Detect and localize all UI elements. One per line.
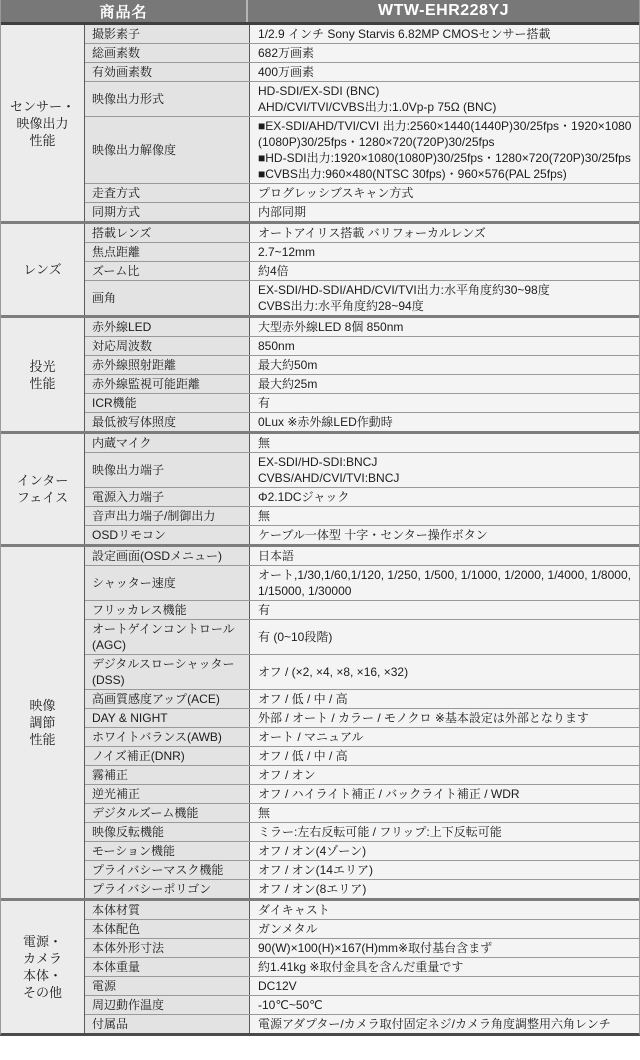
group-label-line: インター [16, 473, 69, 488]
spec-label: 有効画素数 [85, 63, 250, 81]
spec-row [85, 600, 639, 619]
spec-row [85, 487, 639, 506]
spec-value [250, 804, 639, 822]
spec-value-line: 外部 / オート / カラー / モノクロ ※基本設定は外部となります [258, 711, 589, 725]
spec-label: 赤外線照射距離 [85, 356, 250, 374]
spec-value [250, 709, 639, 727]
section-rows [85, 25, 639, 221]
spec-label: 映像反転機能 [85, 823, 250, 841]
group-label [1, 25, 85, 221]
spec-label: デジタルスローシャッター(DSS) [85, 655, 250, 689]
spec-label: 霧補正 [85, 766, 250, 784]
spec-value [250, 25, 639, 43]
group-label-line: センサー・ [9, 98, 75, 114]
spec-label: プライバシーマスク機能 [85, 861, 250, 879]
spec-value-line: オフ / ハイライト補正 / バックライト補正 / WDR [258, 787, 520, 801]
spec-label: シャッター速度 [85, 566, 250, 600]
spec-section [1, 221, 639, 315]
spec-row [85, 803, 639, 822]
spec-value-line: オフ / 低 / 中 / 高 [258, 749, 348, 763]
spec-row [85, 183, 639, 202]
spec-value [250, 453, 639, 487]
spec-label: 総画素数 [85, 44, 250, 62]
spec-section [1, 25, 639, 221]
spec-row [85, 957, 639, 976]
spec-label: 映像出力形式 [85, 82, 250, 116]
spec-label: 本体配色 [85, 920, 250, 938]
spec-value-line: EX-SDI/HD-SDI/AHD/CVI/TVI出力:水平角度約30~98度 [258, 283, 550, 297]
spec-value [250, 117, 639, 183]
group-label-line: 性能 [29, 732, 56, 747]
spec-row [85, 81, 639, 116]
spec-value-line: DC12V [258, 979, 297, 993]
group-label [1, 901, 85, 1033]
spec-value-line: 大型赤外線LED 8個 850nm [258, 320, 404, 334]
spec-value-line: 日本語 [258, 549, 295, 563]
group-label-line: 性能 [29, 375, 56, 391]
spec-label: 本体重量 [85, 958, 250, 976]
spec-value-line: オートアイリス搭載 バリフォーカルレンズ [258, 226, 486, 240]
spec-row [85, 841, 639, 860]
spec-row [85, 525, 639, 544]
spec-row [85, 727, 639, 746]
spec-row [85, 689, 639, 708]
spec-value [250, 394, 639, 412]
spec-value-line: CVBS/AHD/CVI/TVI:BNCJ [258, 471, 400, 485]
spec-row [85, 938, 639, 957]
spec-label: DAY & NIGHT [85, 709, 250, 727]
spec-value-line: Φ2.1DCジャック [258, 490, 350, 504]
model-number-header: WTW-EHR228YJ [377, 2, 510, 19]
spec-value [250, 44, 639, 62]
group-label-line: 映像 [29, 698, 56, 713]
spec-label: 映像出力解像度 [85, 117, 250, 183]
spec-value-line: オート / マニュアル [258, 730, 364, 744]
spec-row [85, 116, 639, 183]
spec-table-body [1, 25, 639, 1033]
group-label-line: 投光 [29, 358, 56, 374]
spec-row [85, 506, 639, 525]
spec-label: 画角 [85, 281, 250, 315]
spec-value-line: HD-SDI/EX-SDI (BNC) [258, 84, 380, 98]
spec-value [250, 655, 639, 689]
spec-value-line: 最大約25m [258, 377, 318, 391]
spec-label: 周辺動作温度 [85, 996, 250, 1014]
spec-row [85, 919, 639, 938]
spec-section [1, 544, 639, 898]
spec-value-line: 有 (0~10段階) [258, 630, 333, 644]
spec-value-line: 無 [258, 509, 271, 523]
spec-value-line: ミラー:左右反転可能 / フリップ:上下反転可能 [258, 825, 502, 839]
spec-value-line: 850nm [258, 339, 295, 353]
spec-value-line: 有 [258, 603, 271, 617]
spec-value-line: オフ / オン(14エリア) [258, 863, 373, 877]
spec-row [85, 784, 639, 803]
spec-label: 最低被写体照度 [85, 413, 250, 431]
spec-value [250, 747, 639, 765]
spec-label: ノイズ補正(DNR) [85, 747, 250, 765]
spec-label: 電源入力端子 [85, 488, 250, 506]
spec-value [250, 901, 639, 919]
group-label [1, 224, 85, 315]
spec-value-line: オフ / 低 / 中 / 高 [258, 692, 348, 706]
spec-label: 対応周波数 [85, 337, 250, 355]
spec-value [250, 547, 639, 565]
spec-row [85, 280, 639, 315]
spec-value [250, 203, 639, 221]
spec-value [250, 262, 639, 280]
spec-row [85, 654, 639, 689]
section-rows [85, 901, 639, 1033]
spec-label: 焦点距離 [85, 243, 250, 261]
spec-label: 撮影素子 [85, 25, 250, 43]
spec-section [1, 431, 639, 544]
spec-label: 本体外形寸法 [85, 939, 250, 957]
spec-label: 設定画面(OSDメニュー) [85, 547, 250, 565]
spec-value-line: 約4倍 [258, 264, 289, 278]
spec-value [250, 281, 639, 315]
section-rows [85, 224, 639, 315]
spec-row [85, 374, 639, 393]
spec-value-line: 最大約50m [258, 358, 318, 372]
spec-row [85, 976, 639, 995]
spec-value-line: -10℃~50℃ [258, 998, 323, 1012]
group-label-line: 映像出力 [16, 115, 69, 131]
spec-value-line: 682万画素 [258, 46, 315, 60]
spec-value-line: AHD/CVI/TVI/CVBS出力:1.0Vp-p 75Ω (BNC) [258, 100, 497, 114]
spec-label: ICR機能 [85, 394, 250, 412]
spec-label: ズーム比 [85, 262, 250, 280]
group-label-line: その他 [22, 985, 62, 1000]
spec-label: 搭載レンズ [85, 224, 250, 242]
spec-section [1, 898, 639, 1033]
spec-value [250, 880, 639, 898]
spec-value-line: ■HD-SDI出力:1920×1080(1080P)30/25fps・1280×720(720P)30/25fps [258, 151, 631, 165]
spec-value [250, 996, 639, 1014]
spec-value-line: ■CVBS出力:960×480(NTSC 30fps)・960×576(PAL 25fps) [258, 167, 567, 181]
spec-row [85, 452, 639, 487]
spec-label: 本体材質 [85, 901, 250, 919]
spec-label: プライバシーポリゴン [85, 880, 250, 898]
spec-row [85, 565, 639, 600]
spec-label: ホワイトバランス(AWB) [85, 728, 250, 746]
spec-value-line: EX-SDI/HD-SDI:BNCJ [258, 455, 378, 469]
spec-label: OSDリモコン [85, 526, 250, 544]
spec-value-line: 無 [258, 806, 271, 820]
spec-value [250, 413, 639, 431]
spec-label: 赤外線LED [85, 318, 250, 336]
product-name-header: 商品名 [1, 0, 248, 22]
spec-value [250, 566, 639, 600]
spec-row [85, 708, 639, 727]
spec-value [250, 728, 639, 746]
spec-row [85, 995, 639, 1014]
spec-value [250, 82, 639, 116]
spec-label: デジタルズーム機能 [85, 804, 250, 822]
spec-value-line: 無 [258, 436, 271, 450]
spec-value [250, 958, 639, 976]
spec-value [250, 601, 639, 619]
group-label [1, 547, 85, 898]
group-label-line: カメラ [22, 951, 62, 966]
spec-row [85, 242, 639, 261]
spec-value-line: オフ / (×2, ×4, ×8, ×16, ×32) [258, 665, 409, 679]
spec-row [85, 336, 639, 355]
spec-row [85, 879, 639, 898]
spec-value-line: 1/2.9 インチ Sony Starvis 6.82MP CMOSセンサー搭載 [258, 27, 551, 41]
spec-value [250, 375, 639, 393]
spec-value [250, 842, 639, 860]
spec-value [250, 823, 639, 841]
group-label-line: レンズ [23, 262, 62, 277]
spec-row [85, 318, 639, 336]
group-label-line: フェイス [16, 490, 69, 505]
spec-row [85, 393, 639, 412]
spec-label: オートゲインコントロール(AGC) [85, 620, 250, 654]
spec-value [250, 63, 639, 81]
spec-row [85, 261, 639, 280]
spec-value [250, 488, 639, 506]
spec-value [250, 861, 639, 879]
spec-row [85, 202, 639, 221]
spec-value [250, 977, 639, 995]
spec-row [85, 746, 639, 765]
spec-row [85, 765, 639, 784]
spec-row [85, 901, 639, 919]
spec-row [85, 822, 639, 841]
spec-value-line: CVBS出力:水平角度約28~94度 [258, 299, 424, 313]
spec-value [250, 1015, 639, 1033]
spec-row [85, 860, 639, 879]
spec-value [250, 690, 639, 708]
spec-value-line: ダイキャスト [258, 903, 330, 917]
group-label-line: 調節 [29, 715, 56, 730]
spec-value-line: 2.7~12mm [258, 245, 316, 259]
spec-value [250, 939, 639, 957]
spec-label: モーション機能 [85, 842, 250, 860]
spec-value [250, 224, 639, 242]
spec-value [250, 337, 639, 355]
spec-value [250, 920, 639, 938]
spec-value-line: オフ / オン(8エリア) [258, 882, 367, 896]
spec-row [85, 43, 639, 62]
spec-value-line: 電源アダプター/カメラ取付固定ネジ/カメラ角度調整用六角レンチ [258, 1017, 611, 1031]
spec-row [85, 355, 639, 374]
spec-label: 電源 [85, 977, 250, 995]
group-label [1, 318, 85, 431]
spec-label: 付属品 [85, 1015, 250, 1033]
spec-label: 同期方式 [85, 203, 250, 221]
group-label-line: 性能 [29, 132, 56, 148]
spec-label: 映像出力端子 [85, 453, 250, 487]
spec-label: 逆光補正 [85, 785, 250, 803]
spec-value [250, 526, 639, 544]
spec-label: 赤外線監視可能距離 [85, 375, 250, 393]
spec-value-line: 90(W)×100(H)×167(H)mm※取付基台含まず [258, 941, 493, 955]
spec-value-line: ガンメタル [258, 922, 318, 936]
spec-value [250, 434, 639, 452]
spec-value [250, 318, 639, 336]
spec-label: フリッカレス機能 [85, 601, 250, 619]
spec-value [250, 785, 639, 803]
spec-row [85, 25, 639, 43]
spec-row [85, 412, 639, 431]
section-rows [85, 434, 639, 544]
spec-value-line: オフ / オン(4ゾーン) [258, 844, 367, 858]
spec-label: 内蔵マイク [85, 434, 250, 452]
spec-value [250, 620, 639, 654]
spec-value-line: プログレッシブスキャン方式 [258, 186, 414, 200]
section-rows [85, 547, 639, 898]
spec-value-line: 内部同期 [258, 205, 307, 219]
spec-value-line: オート,1/30,1/60,1/120, 1/250, 1/500, 1/1000, 1/2000, 1/4000, 1/8000, 1/15000, 1/30000 [258, 568, 631, 598]
spec-value [250, 507, 639, 525]
spec-value [250, 766, 639, 784]
spec-row [85, 224, 639, 242]
spec-value-line: ■EX-SDI/AHD/TVI/CVI 出力:2560×1440(1440P)30/25fps・1920×1080(1080P)30/25fps・1280×720(720P)30/25fps [258, 119, 632, 149]
spec-value-line: 有 [258, 396, 271, 410]
section-rows [85, 318, 639, 431]
group-label [1, 434, 85, 544]
spec-value [250, 356, 639, 374]
spec-section [1, 315, 639, 431]
spec-value-line: オフ / オン [258, 768, 316, 782]
spec-value-line: 約1.41kg ※取付金具を含んだ重量です [258, 960, 464, 974]
table-header-row [1, 0, 639, 25]
group-label-line: 電源・ [22, 934, 62, 949]
spec-value [250, 243, 639, 261]
spec-label: 音声出力端子/制御出力 [85, 507, 250, 525]
spec-label: 高画質感度アップ(ACE) [85, 690, 250, 708]
spec-value [250, 184, 639, 202]
spec-value-line: 400万画素 [258, 65, 315, 79]
spec-row [85, 1014, 639, 1033]
spec-row [85, 547, 639, 565]
group-label-line: 本体・ [22, 968, 62, 983]
spec-value-line: ケーブル一体型 十字・センター操作ボタン [258, 528, 488, 542]
spec-row [85, 434, 639, 452]
spec-row [85, 62, 639, 81]
spec-row [85, 619, 639, 654]
spec-value-line: 0Lux ※赤外線LED作動時 [258, 415, 393, 429]
spec-label: 走査方式 [85, 184, 250, 202]
